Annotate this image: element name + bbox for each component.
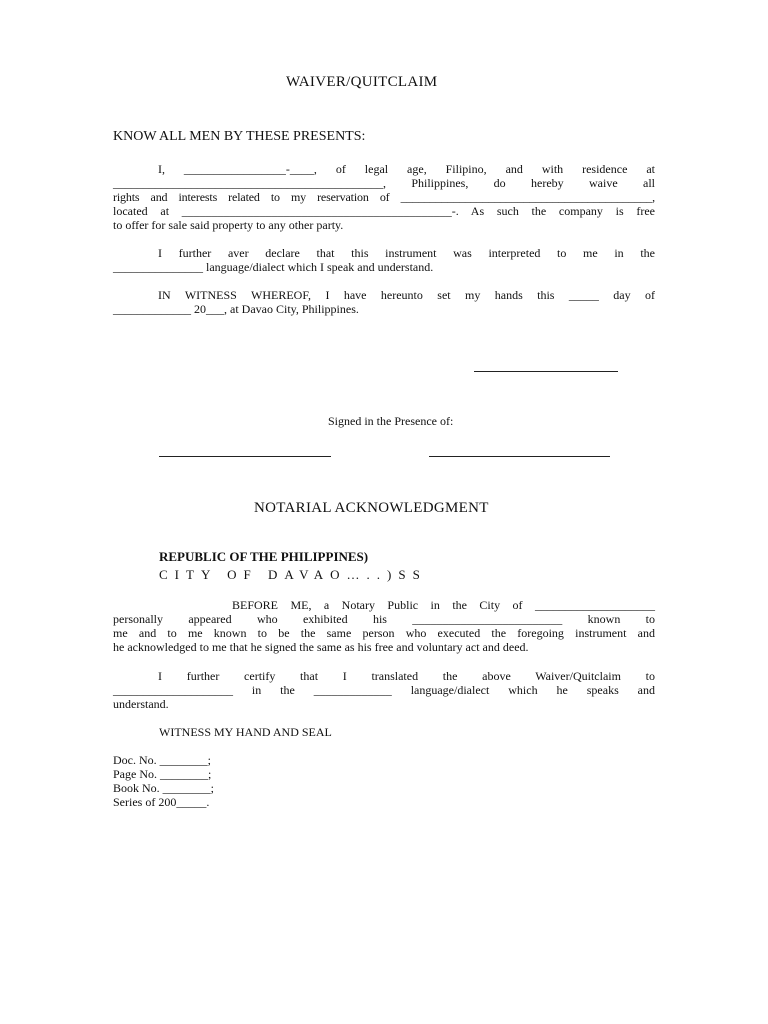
- paragraph-line: located at _____________________________________________-. As such the company is free: [113, 204, 655, 218]
- paragraph-line: understand.: [113, 697, 169, 711]
- city-heading: CITY OF DAVAO…..)SS: [159, 567, 427, 582]
- paragraph-line: _______________ language/dialect which I speak and understand.: [113, 260, 434, 274]
- witness-signature-line-1: [159, 456, 331, 457]
- book-number: Book No. ________;: [113, 781, 215, 795]
- signed-in-presence-label: Signed in the Presence of:: [328, 414, 454, 428]
- paragraph-line: _____________________________________________, Philippines, do hereby waive all: [113, 176, 655, 190]
- paragraph-line: he acknowledged to me that he signed the same as his free and voluntary act and deed.: [113, 640, 529, 654]
- witness-signature-line-2: [429, 456, 610, 457]
- document-title: WAIVER/QUITCLAIM: [286, 74, 438, 90]
- witness-hand-seal: WITNESS MY HAND AND SEAL: [159, 725, 332, 739]
- waiver-paragraph-3: [113, 288, 655, 316]
- paragraph-line: BEFORE ME, a Notary Public in the City of ____________________: [232, 598, 655, 612]
- waiver-paragraph-1: [113, 162, 655, 232]
- paragraph-line: _____________ 20___, at Davao City, Philippines.: [113, 302, 359, 316]
- notarial-paragraph-2: [113, 669, 655, 711]
- paragraph-line: IN WITNESS WHEREOF, I have hereunto set my hands this _____ day of: [158, 288, 655, 302]
- paragraph-line: I further certify that I translated the above Waiver/Quitclaim to: [158, 669, 655, 683]
- salutation: KNOW ALL MEN BY THESE PRESENTS:: [113, 129, 366, 144]
- waiver-paragraph-2: [113, 246, 655, 274]
- notarial-title: NOTARIAL ACKNOWLEDGMENT: [254, 500, 489, 516]
- paragraph-line: me and to me known to be the same person who executed the foregoing instrument and: [113, 626, 655, 640]
- paragraph-line: I further aver declare that this instrument was interpreted to me in the: [158, 246, 655, 260]
- affiant-signature-line: [474, 371, 618, 372]
- series-number: Series of 200_____.: [113, 795, 210, 809]
- paragraph-line: to offer for sale said property to any other party.: [113, 218, 344, 232]
- republic-heading: REPUBLIC OF THE PHILIPPINES): [159, 549, 369, 564]
- notarial-paragraph-1: [113, 598, 655, 654]
- paragraph-line: I, _________________-____, of legal age, Filipino, and with residence at: [158, 162, 655, 176]
- doc-number: Doc. No. ________;: [113, 753, 211, 767]
- paragraph-line: rights and interests related to my reservation of ___________________________________________,: [113, 190, 655, 204]
- paragraph-line: ____________________ in the _____________ language/dialect which he speaks and: [113, 683, 655, 697]
- paragraph-line: personally appeared who exhibited his _________________________ known to: [113, 612, 655, 626]
- page-number: Page No. ________;: [113, 767, 212, 781]
